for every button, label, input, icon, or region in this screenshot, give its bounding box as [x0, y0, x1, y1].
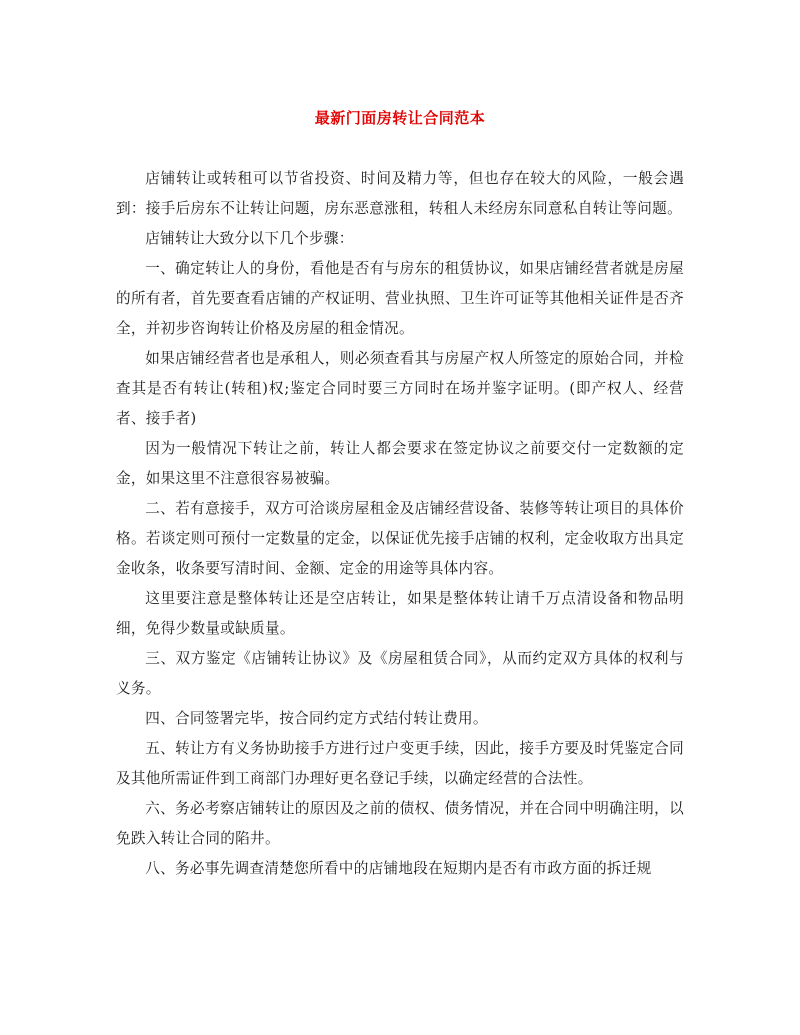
document-body: [116, 164, 684, 884]
paragraph-step-5: 五、转让方有义务协助接手方进行过户变更手续，因此，接手方要及时凭鉴定合同及其他所需证件到工商部门办理好更名登记手续，以确定经营的合法性。: [116, 740, 684, 787]
paragraph-step-8: 八、务必事先调查清楚您所看中的店铺地段在短期内是否有市政方面的拆迁规: [145, 860, 652, 877]
paragraph-step-2-note: 这里要注意是整体转让还是空店转让，如果是整体转让请千万点清设备和物品明细，免得少数量或缺质量。: [116, 590, 684, 637]
paragraph-step-6: 六、务必考察店铺转让的原因及之前的债权、债务情况，并在合同中明确注明，以免跌入转让合同的陷井。: [116, 800, 684, 847]
paragraph-step-1: 一、确定转让人的身份，看他是否有与房东的租赁协议，如果店铺经营者就是房屋的所有者，首先要查看店铺的产权证明、营业执照、卫生许可证等其他相关证件是否齐全，并初步咨询转让价格及房屋的租金情况。: [116, 260, 684, 337]
paragraph-step-2: 二、若有意接手，双方可洽谈房屋租金及店铺经营设备、装修等转让项目的具体价格。若谈定则可预付一定数量的定金，以保证优先接手店铺的权利，定金收取方出具定金收条，收条要写清时间、金额、定金的用途等具体内容。: [116, 500, 684, 577]
paragraph-intro: 店铺转让或转租可以节省投资、时间及精力等，但也存在较大的风险，一般会遇到：接手后房东不让转让问题，房东恶意涨租，转租人未经房东同意私自转让等问题。: [116, 170, 684, 217]
paragraph-step-3: 三、双方鉴定《店铺转让协议》及《房屋租赁合同》，从而约定双方具体的权利与义务。: [116, 650, 684, 697]
document-title: 最新门面房转让合同范本: [314, 109, 486, 127]
paragraph-deposit-warning: 因为一般情况下转让之前，转让人都会要求在签定协议之前要交付一定数额的定金，如果这里不注意很容易被骗。: [116, 440, 684, 487]
paragraph-step-4: 四、合同签署完毕，按合同约定方式结付转让费用。: [145, 710, 488, 727]
paragraph-steps-heading: 店铺转让大致分以下几个步骤：: [145, 230, 354, 247]
paragraph-step-1-note: 如果店铺经营者也是承租人，则必须查看其与房屋产权人所签定的原始合同，并检查其是否有转让(转租)权;鉴定合同时要三方同时在场并鉴字证明。(即产权人、经营者、接手者): [116, 350, 684, 427]
